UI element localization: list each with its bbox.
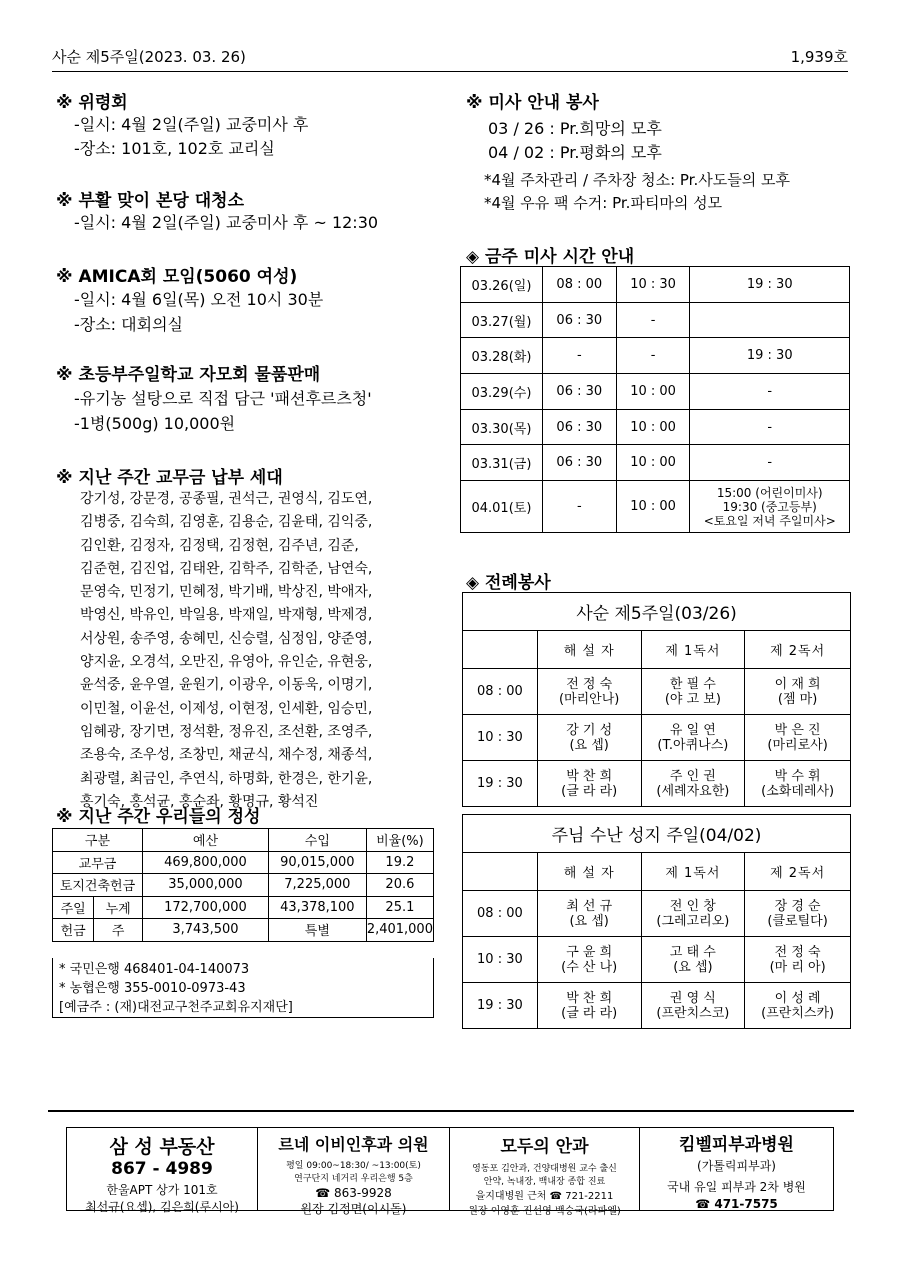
offering-cell: 주일	[53, 896, 94, 919]
mass-day: 03.26(일)	[461, 267, 543, 303]
baptismal-name: (마 리 아)	[769, 959, 826, 975]
ad-eye-clinic	[450, 1127, 640, 1217]
ad-phone: 을지대병원 근처 ☎ 721-2211	[475, 1191, 614, 1202]
ad-line: 원장 김정면(이시돌)	[300, 1202, 407, 1216]
ad-line: 안약, 녹내장, 백내장 종합 진료	[483, 1177, 606, 1187]
offering-cell: 교무금	[53, 851, 143, 874]
person-name: 유 일 연	[669, 722, 716, 738]
liturgy-time: 10 : 30	[463, 937, 538, 983]
mass-times-title: ◈ 금주 미사 시간 안내	[466, 247, 635, 267]
ad-phone: ☎ 863-9928	[315, 1186, 392, 1200]
mass-time: 06 : 30	[542, 409, 616, 445]
person-name: 이 재 희	[774, 676, 821, 692]
mass-day: 03.27(월)	[461, 302, 543, 338]
mass-day: 03.29(수)	[461, 374, 543, 410]
first-reader	[641, 891, 745, 937]
liturgy-head: 제 1독서	[641, 853, 745, 891]
person-name: 장 경 순	[774, 898, 821, 914]
commentator	[537, 891, 641, 937]
liturgy-head-blank	[463, 631, 538, 669]
account-line: * 국민은행 468401-04-140073	[59, 962, 250, 977]
offering-cell: 토지건축헌금	[53, 874, 143, 897]
second-reader	[745, 983, 851, 1029]
liturgy-head: 제 2독서	[745, 853, 851, 891]
liturgy-head: 해 설 자	[537, 853, 641, 891]
ad-line: 평일 09:00~18:30/ ~13:00(토)	[286, 1161, 421, 1171]
mass-note: 15:00 (어린이미사)	[716, 485, 823, 500]
first-reader	[641, 761, 745, 807]
liturgy-table-lent5	[462, 592, 851, 807]
mass-service-line: 04 / 02 : Pr.평화의 모후	[488, 143, 662, 162]
liturgy-head: 해 설 자	[537, 631, 641, 669]
notice-title-sale: ※ 초등부주일학교 자모회 물품판매	[56, 365, 321, 385]
baptismal-name: (세례자요한)	[656, 783, 730, 799]
person-name: 한 필 수	[669, 676, 716, 692]
first-reader	[641, 669, 745, 715]
offering-cell: 172,700,000	[142, 896, 268, 919]
mass-time: 19 : 30	[690, 267, 850, 303]
offering-cell: 25.1	[366, 896, 433, 919]
notice-line: -장소: 101호, 102호 교리실	[74, 139, 275, 158]
donor-line: 박영신, 박유인, 박일용, 박재일, 박재형, 박제경,	[80, 607, 373, 624]
offering-head: 비율(%)	[366, 829, 433, 852]
mass-note: 19:30 (중고등부)	[722, 499, 817, 514]
person-name: 박 은 진	[774, 722, 821, 738]
person-name: 전 인 창	[669, 898, 716, 914]
offering-title: ※ 지난 주간 우리들의 정성	[56, 807, 261, 827]
issue-date: 사순 제5주일(2023. 03. 26)	[52, 48, 246, 66]
offering-cell: 특별	[268, 919, 366, 942]
liturgy-title: ◈ 전례봉사	[466, 573, 551, 593]
donor-line: 윤석중, 윤우열, 윤원기, 이광우, 이동욱, 이명기,	[80, 677, 373, 694]
account-holder: [예금주 : (재)대전교구천주교회유지재단]	[59, 1000, 293, 1015]
mass-time: 06 : 30	[542, 445, 616, 481]
notice-line: -일시: 4월 6일(목) 오전 10시 30분	[74, 290, 324, 309]
baptismal-name: (T.아퀴나스)	[657, 737, 729, 753]
second-reader	[745, 891, 851, 937]
mass-day: 03.31(금)	[461, 445, 543, 481]
account-line: * 농협은행 355-0010-0973-43	[59, 981, 246, 996]
liturgy-time: 10 : 30	[463, 715, 538, 761]
liturgy-group-title: 주님 수난 성지 주일(04/02)	[463, 815, 851, 853]
baptismal-name: (프란치스카)	[761, 1005, 835, 1021]
bulletin-header	[52, 42, 848, 72]
baptismal-name: (요 셉)	[569, 737, 609, 753]
baptismal-name: (요 셉)	[673, 959, 713, 975]
person-name: 전 정 숙	[774, 944, 821, 960]
donors-title: ※ 지난 주간 교무금 납부 세대	[56, 468, 283, 488]
mass-note: <토요일 저녁 주일미사>	[703, 513, 836, 528]
donor-line: 강기성, 강문경, 공종필, 권석근, 권영식, 김도연,	[80, 491, 373, 507]
offering-cell: 헌금	[53, 919, 94, 942]
notice-line: -장소: 대회의실	[74, 315, 183, 334]
ad-line: 국내 유일 피부과 2차 병원	[667, 1180, 806, 1194]
mass-time: 10 : 00	[616, 445, 690, 481]
offering-cell: 469,800,000	[142, 851, 268, 874]
offering-head: 수입	[268, 829, 366, 852]
baptismal-name: (마리안나)	[558, 691, 620, 707]
baptismal-name: (수 산 나)	[561, 959, 618, 975]
donor-line: 임혜광, 장기면, 정석환, 정유진, 조선환, 조영주,	[80, 723, 373, 740]
liturgy-head-blank	[463, 853, 538, 891]
notice-title-cleaning: ※ 부활 맞이 본당 대청소	[56, 191, 244, 211]
ad-ent-clinic	[258, 1127, 450, 1216]
person-name: 강 기 성	[566, 722, 613, 738]
second-reader	[745, 715, 851, 761]
mass-time: -	[690, 445, 850, 481]
baptismal-name: (마리로사)	[767, 737, 828, 753]
offering-cell: 43,378,100	[268, 896, 366, 919]
donor-list	[80, 488, 430, 814]
donor-line: 김준현, 김진업, 김태완, 김학주, 김학준, 남연숙,	[80, 560, 373, 577]
donor-line: 최광렬, 최금인, 추연식, 하명화, 한경은, 한기윤,	[80, 770, 373, 787]
mass-time: -	[690, 374, 850, 410]
mass-service-note: *4월 주차관리 / 주차장 청소: Pr.사도들의 모후	[484, 171, 790, 189]
ad-phone: ☎ 471-7575	[695, 1197, 778, 1211]
mass-service-note: *4월 우유 팩 수거: Pr.파티마의 성모	[484, 194, 723, 212]
donor-line: 이민철, 이윤선, 이제성, 이현정, 인세환, 임승민,	[80, 700, 373, 717]
ad-phone: 867 - 4989	[111, 1159, 213, 1179]
second-reader	[745, 669, 851, 715]
baptismal-name: (그레고리오)	[656, 913, 730, 929]
offering-cell: 35,000,000	[142, 874, 268, 897]
baptismal-name: (야 고 보)	[664, 691, 721, 707]
liturgy-time: 08 : 00	[463, 669, 538, 715]
baptismal-name: (소화데레사)	[761, 783, 835, 799]
mass-time	[690, 302, 850, 338]
donor-line: 서상원, 송주영, 송혜민, 신승렬, 심정임, 양준영,	[80, 630, 373, 647]
notice-title-amica: ※ AMICA회 모임(5060 여성)	[56, 267, 298, 287]
liturgy-head: 제 2독서	[745, 631, 851, 669]
person-name: 최 선 규	[566, 898, 613, 914]
mass-time: -	[616, 302, 690, 338]
notice-line: -1병(500g) 10,000원	[74, 414, 236, 433]
liturgy-table-palm-sunday	[462, 814, 851, 1029]
commentator	[537, 761, 641, 807]
offering-head: 예산	[142, 829, 268, 852]
liturgy-group-title: 사순 제5주일(03/26)	[463, 593, 851, 631]
liturgy-time: 08 : 00	[463, 891, 538, 937]
mass-time: -	[690, 409, 850, 445]
person-name: 박 수 휘	[774, 768, 821, 784]
person-name: 고 태 수	[669, 944, 716, 960]
ad-line: 최선규(요셉), 김은희(루시아)	[85, 1200, 239, 1214]
ad-title: 모두의 안과	[500, 1137, 589, 1157]
ad-line: (가톨릭피부과)	[697, 1159, 776, 1173]
mass-time: 08 : 00	[542, 267, 616, 303]
mass-time: 10 : 00	[616, 409, 690, 445]
ad-title: 르네 이비인후과 의원	[278, 1135, 429, 1154]
ad-realestate	[66, 1127, 258, 1214]
person-name: 이 성 례	[774, 990, 821, 1006]
donor-line: 문영숙, 민정기, 민혜정, 박기배, 박상진, 박애자,	[80, 584, 373, 601]
mass-time: -	[542, 481, 616, 533]
person-name: 박 찬 희	[566, 990, 613, 1006]
ad-line: 연구단지 네거리 우리은행 5층	[294, 1174, 413, 1184]
mass-time: 06 : 30	[542, 374, 616, 410]
baptismal-name: (요 셉)	[569, 913, 609, 929]
person-name: 권 영 식	[669, 990, 716, 1006]
baptismal-name: (글 라 라)	[561, 783, 618, 799]
person-name: 주 인 권	[669, 768, 716, 784]
mass-service-title: ※ 미사 안내 봉사	[466, 93, 599, 113]
offering-cell: 주	[94, 919, 143, 942]
mass-day: 03.28(화)	[461, 338, 543, 374]
commentator	[537, 715, 641, 761]
offering-cell: 20.6	[366, 874, 433, 897]
mass-time: -	[542, 338, 616, 374]
first-reader	[641, 715, 745, 761]
donor-line: 김인환, 김정자, 김정택, 김정현, 김주년, 김준,	[80, 537, 359, 554]
offering-cell: 7,225,000	[268, 874, 366, 897]
saturday-evening-masses	[690, 481, 850, 533]
mass-time: 10 : 00	[616, 481, 690, 533]
liturgy-time: 19 : 30	[463, 983, 538, 1029]
baptismal-name: (글 라 라)	[561, 1005, 618, 1021]
ad-title: 킴벨피부과병원	[679, 1135, 794, 1155]
donor-line: 조용숙, 조우성, 조창민, 채균식, 채수정, 채종석,	[80, 747, 373, 764]
commentator	[537, 983, 641, 1029]
notice-line: -유기농 설탕으로 직접 담근 '패션후르츠청'	[74, 389, 372, 408]
person-name: 전 정 숙	[566, 676, 613, 692]
first-reader	[641, 937, 745, 983]
person-name: 구 윤 희	[566, 944, 613, 960]
mass-times-table	[460, 266, 850, 533]
footer-divider	[48, 1110, 854, 1112]
ad-line: 원장 이영훈 진선영 백승국(라파엘)	[468, 1206, 621, 1217]
offering-table	[52, 828, 434, 942]
mass-time: 06 : 30	[542, 302, 616, 338]
offering-cell: 2,401,000	[366, 919, 433, 942]
offering-cell: 누계	[94, 896, 143, 919]
offering-cell: 90,015,000	[268, 851, 366, 874]
mass-day: 03.30(목)	[461, 409, 543, 445]
mass-time: 19 : 30	[690, 338, 850, 374]
mass-service-line: 03 / 26 : Pr.희망의 모후	[488, 119, 662, 138]
ad-dermatology	[640, 1127, 834, 1211]
baptismal-name: (젬 마)	[777, 691, 818, 707]
notice-line: -일시: 4월 2일(주일) 교중미사 후 ~ 12:30	[74, 213, 379, 232]
donor-line: 홍기숙, 홍석균, 홍순좌, 황명규, 황석진	[80, 793, 319, 810]
bank-accounts	[52, 958, 434, 1018]
offering-head: 구분	[53, 829, 143, 852]
baptismal-name: (클로틸다)	[767, 913, 828, 929]
person-name: 박 찬 희	[566, 768, 613, 784]
issue-number: 1,939호	[790, 48, 848, 66]
donor-line: 김병중, 김숙희, 김영훈, 김용순, 김윤태, 김익중,	[80, 514, 373, 531]
offering-cell: 19.2	[366, 851, 433, 874]
second-reader	[745, 937, 851, 983]
mass-day: 04.01(토)	[461, 481, 543, 533]
donor-line: 양지윤, 오경석, 오만진, 유영아, 유인순, 유현웅,	[80, 654, 373, 671]
second-reader	[745, 761, 851, 807]
liturgy-time: 19 : 30	[463, 761, 538, 807]
first-reader	[641, 983, 745, 1029]
commentator	[537, 937, 641, 983]
liturgy-head: 제 1독서	[641, 631, 745, 669]
ad-line: 한울APT 상가 101호	[106, 1183, 218, 1197]
notice-title-memorial: ※ 위령회	[56, 93, 128, 113]
mass-time: -	[616, 338, 690, 374]
mass-time: 10 : 00	[616, 374, 690, 410]
notice-line: -일시: 4월 2일(주일) 교중미사 후	[74, 115, 309, 134]
ad-title: 삼 성 부동산	[109, 1136, 215, 1158]
commentator	[537, 669, 641, 715]
baptismal-name: (프란치스코)	[656, 1005, 730, 1021]
mass-time: 10 : 30	[616, 267, 690, 303]
ad-line: 영동포 김안과, 건양대병원 교수 출신	[472, 1164, 617, 1174]
offering-cell: 3,743,500	[142, 919, 268, 942]
